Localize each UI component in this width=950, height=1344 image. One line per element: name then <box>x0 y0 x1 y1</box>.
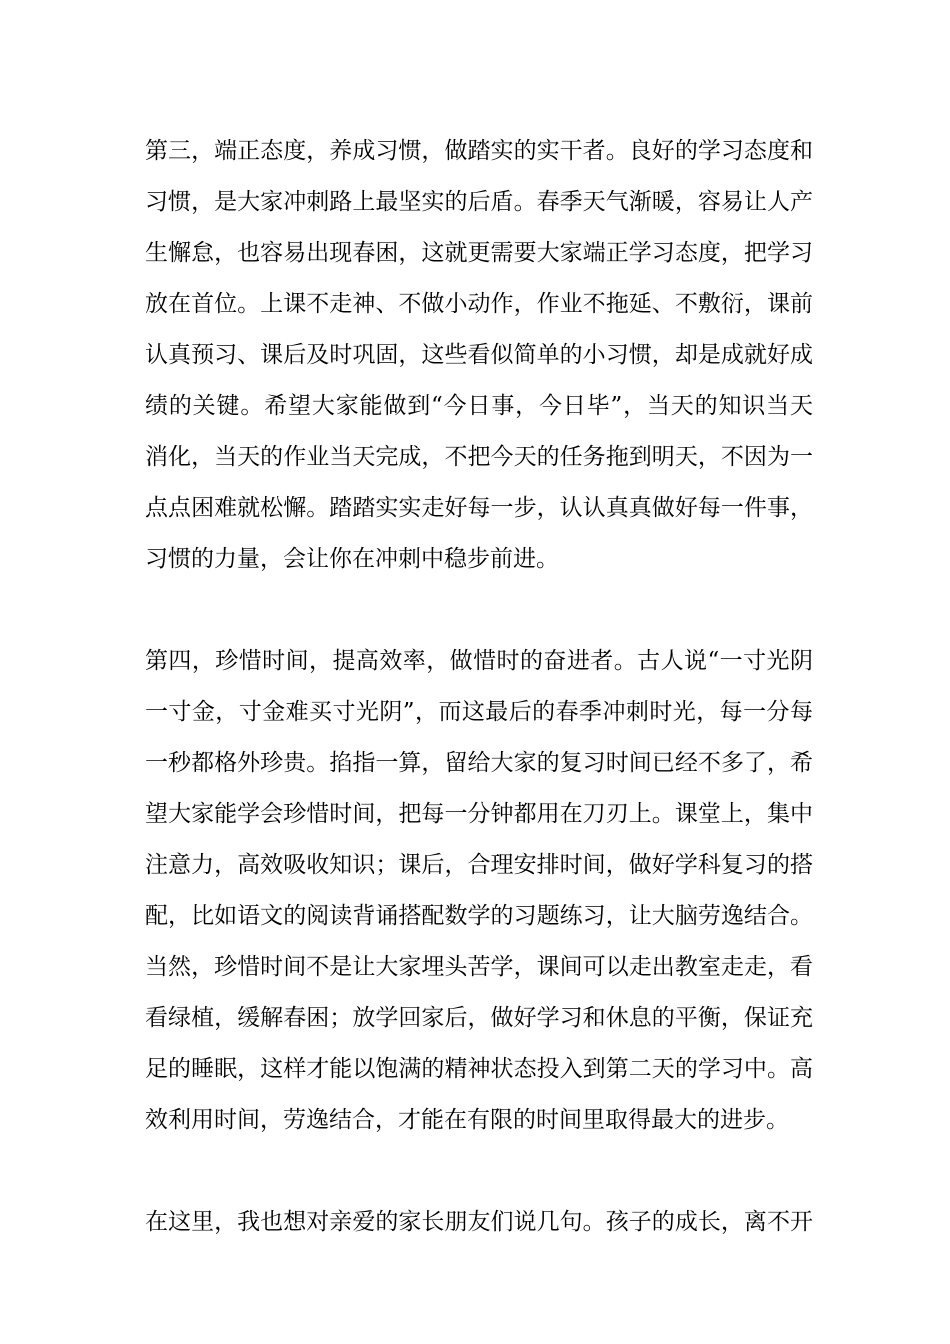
text-line: 配，比如语文的阅读背诵搭配数学的习题练习，让大脑劳逸结合。 <box>145 903 813 929</box>
text-line: 习惯，是大家冲刺路上最坚实的后盾。春季天气渐暖，容易让人产 <box>145 189 813 215</box>
text-line: 效利用时间，劳逸结合，才能在有限的时间里取得最大的进步。 <box>145 1107 789 1133</box>
text-line: 放在首位。上课不走神、不做小动作，作业不拖延、不敷衍，课前 <box>145 291 813 317</box>
text-line: 认真预习、课后及时巩固，这些看似简单的小习惯，却是成就好成 <box>145 342 813 368</box>
paragraph-habits <box>145 126 813 585</box>
text-line: 绩的关键。希望大家能做到“今日事，今日毕”，当天的知识当天 <box>145 393 813 419</box>
text-line: 一秒都格外珍贵。掐指一算，留给大家的复习时间已经不多了，希 <box>145 750 813 776</box>
text-line: 望大家能学会珍惜时间，把每一分钟都用在刀刃上。课堂上，集中 <box>145 801 813 827</box>
text-line: 第三，端正态度，养成习惯，做踏实的实干者。良好的学习态度和 <box>145 138 813 164</box>
paragraph-parents <box>145 1197 813 1248</box>
text-line: 足的睡眠，这样才能以饱满的精神状态投入到第二天的学习中。高 <box>145 1056 813 1082</box>
paragraph-time <box>145 636 813 1146</box>
text-line: 消化，当天的作业当天完成，不把今天的任务拖到明天，不因为一 <box>145 444 813 470</box>
text-line: 在这里，我也想对亲爱的家长朋友们说几句。孩子的成长，离不开 <box>145 1209 813 1235</box>
text-line: 点点困难就松懈。踏踏实实走好每一步，认认真真做好每一件事， <box>145 495 813 521</box>
text-line: 习惯的力量，会让你在冲刺中稳步前进。 <box>145 546 559 572</box>
text-line: 注意力，高效吸收知识；课后，合理安排时间，做好学科复习的搭 <box>145 852 813 878</box>
text-line: 第四，珍惜时间，提高效率，做惜时的奋进者。古人说“一寸光阴 <box>145 648 813 674</box>
paragraph-spacer <box>145 1146 813 1197</box>
text-line: 看绿植，缓解春困；放学回家后，做好学习和休息的平衡，保证充 <box>145 1005 813 1031</box>
text-line: 生懈怠，也容易出现春困，这就更需要大家端正学习态度，把学习 <box>145 240 813 266</box>
text-line: 一寸金，寸金难买寸光阴”，而这最后的春季冲刺时光，每一分每 <box>145 699 813 725</box>
document-body <box>145 126 813 1248</box>
paragraph-spacer <box>145 585 813 636</box>
text-line: 当然，珍惜时间不是让大家埋头苦学，课间可以走出教室走走，看 <box>145 954 813 980</box>
